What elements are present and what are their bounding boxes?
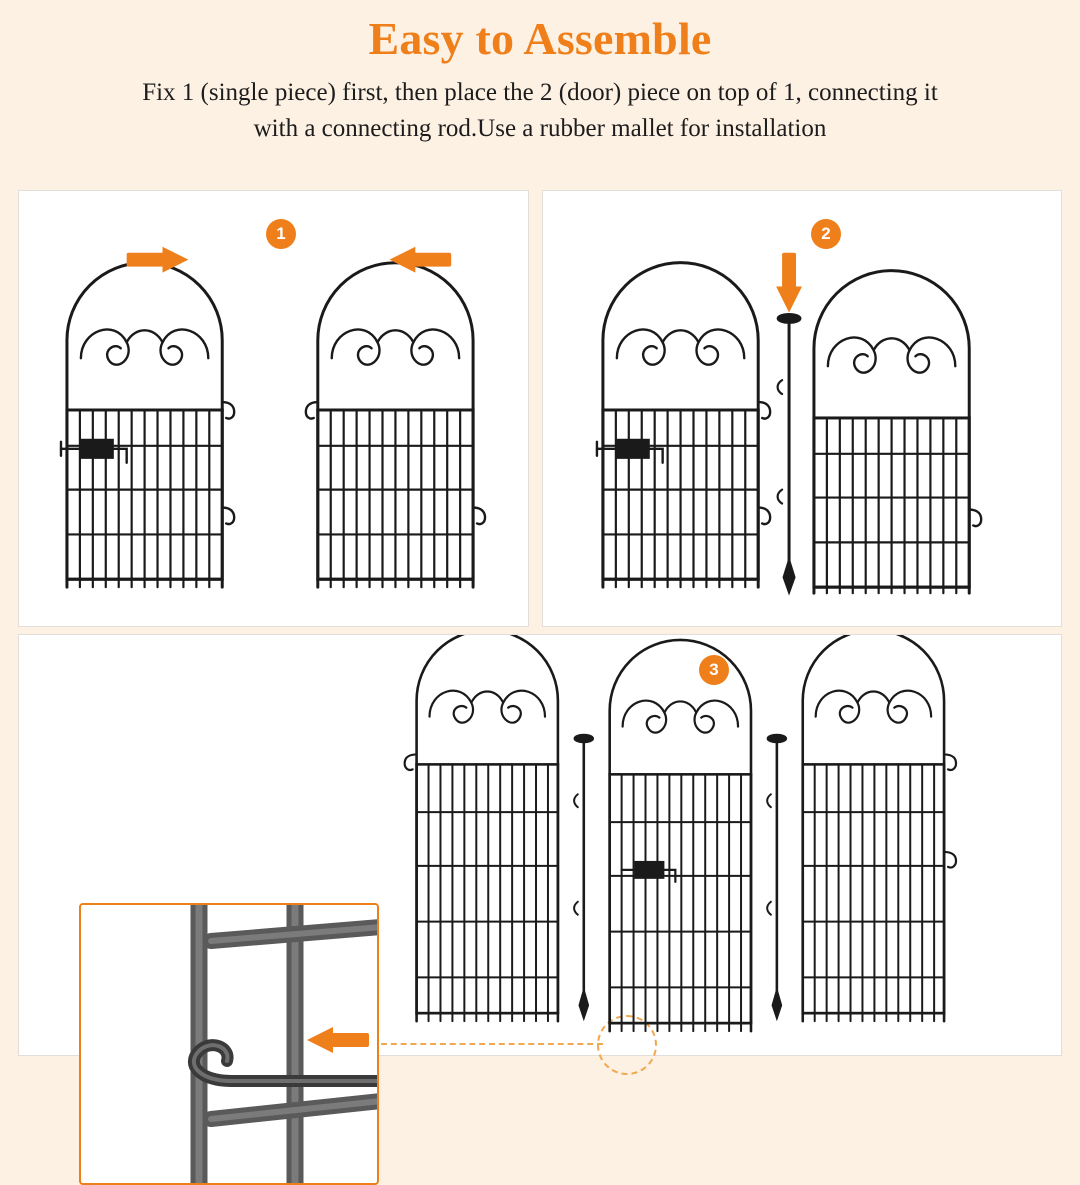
header — [0, 0, 1080, 147]
step-2-badge: 2 — [811, 219, 841, 249]
panels-container — [18, 190, 1062, 1056]
subtitle-line-2: with a connecting rod.Use a rubber mallet for installation — [253, 114, 827, 142]
step-3-illustration — [19, 635, 1061, 1055]
connecting-rod-stake — [778, 314, 800, 591]
fence-panel-1 — [405, 635, 558, 1021]
page-title: Easy to Assemble — [368, 13, 712, 64]
fence-panel-right — [814, 271, 981, 594]
subtitle-line-1: Fix 1 (single piece) first, then place the 2 (door) piece on top of 1, connecting it — [142, 78, 938, 106]
step-1-panel — [18, 190, 529, 627]
arrow-right-icon — [127, 247, 189, 273]
connecting-rod-stake-2 — [767, 735, 786, 1017]
step-1-badge: 1 — [266, 219, 296, 249]
fence-panel-left — [603, 263, 770, 588]
fence-panel-right — [306, 263, 485, 587]
fence-panel-2 — [610, 640, 751, 1031]
arrow-left-icon — [389, 247, 451, 273]
step-1-illustration — [19, 191, 528, 626]
step-3-badge: 3 — [699, 655, 729, 685]
arrow-down-icon — [776, 253, 802, 313]
step-2-panel — [542, 190, 1062, 627]
step-3-panel — [18, 634, 1062, 1056]
fence-panel-3 — [803, 635, 956, 1021]
fence-panel-left — [67, 263, 234, 588]
connecting-rod-stake-1 — [574, 735, 593, 1017]
step-2-illustration — [543, 191, 1061, 626]
latch-bracket — [622, 862, 676, 882]
